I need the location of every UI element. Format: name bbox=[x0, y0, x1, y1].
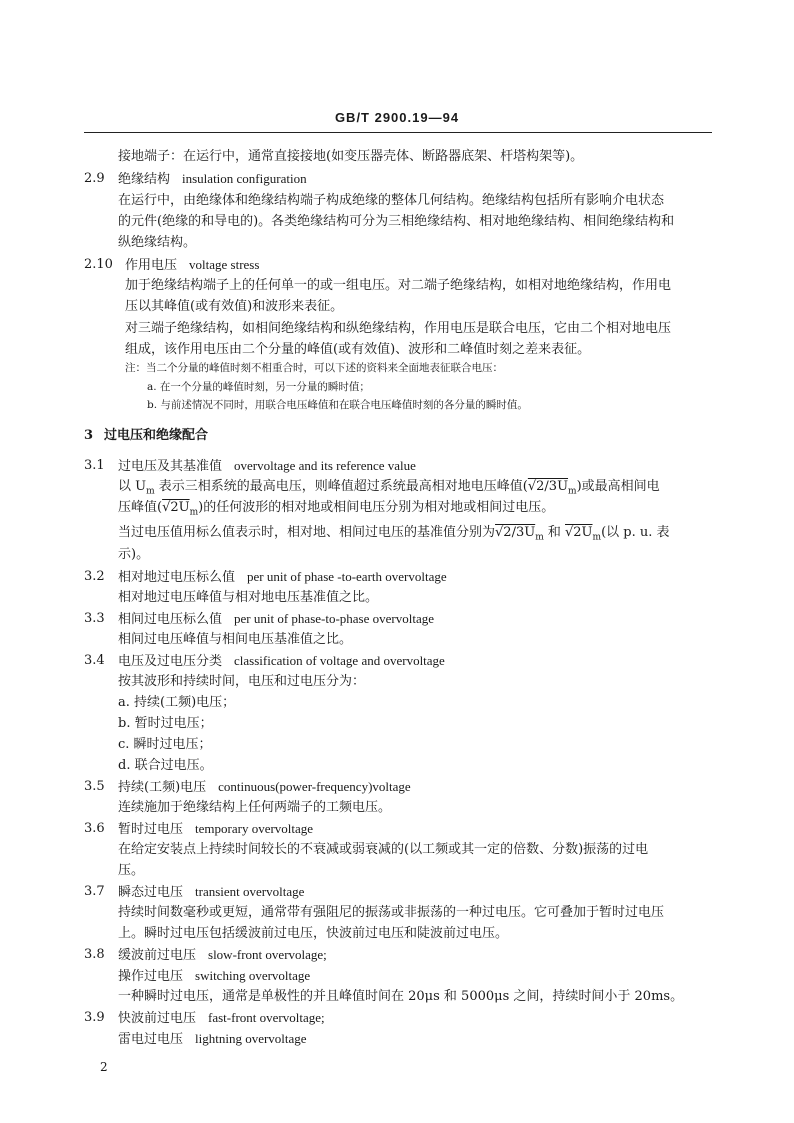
term-heading: 操作过电压 switching overvoltage bbox=[118, 968, 311, 984]
list-item: c. 瞬时过电压； bbox=[118, 737, 212, 752]
term-heading: 持续(工频)电压 continuous(power-frequency)voltage bbox=[118, 779, 411, 795]
list-item: d. 联合过电压。 bbox=[118, 758, 213, 773]
text-line-formula: 当过电压值用标么值表示时，相对地、相间过电压的基准值分别为$√2/3U_m$ 和 $√2U_m$(以 p. u. 表 bbox=[118, 525, 670, 543]
text-line: 持续时间数毫秒或更短，通常带有强阻尼的振荡或非振荡的一种过电压。它可叠加于暂时过电压 bbox=[118, 905, 665, 920]
header-rule bbox=[84, 132, 712, 133]
chapter-title: 过电压和绝缘配合 bbox=[104, 428, 209, 443]
text-line: 加于绝缘结构端子上的任何单一的或一组电压。对二端子绝缘结构，如相对地绝缘结构，作用电 bbox=[125, 278, 672, 293]
text-line: 一种瞬时过电压，通常是单极性的并且峰值时间在 20μs 和 5000μs 之间，持续时间小于 20ms。 bbox=[118, 989, 684, 1004]
term-heading: 暂时过电压 temporary overvoltage bbox=[118, 821, 314, 837]
text-line: 示)。 bbox=[118, 547, 150, 562]
section-number: 3.8 bbox=[84, 947, 105, 962]
section-number: 3.2 bbox=[84, 569, 105, 584]
note-line: b. 与前述情况不同时，用联合电压峰值和在联合电压峰值时刻的各分量的瞬时值。 bbox=[147, 399, 528, 411]
text-line: 上。瞬时过电压包括缓波前过电压，快波前过电压和陡波前过电压。 bbox=[118, 926, 509, 941]
term-heading: 绝缘结构 insulation configuration bbox=[118, 171, 307, 187]
text-line: 压以其峰值(或有效值)和波形来表征。 bbox=[125, 299, 344, 314]
document-header: GB/T 2900.19—94 bbox=[334, 110, 460, 125]
text-line-formula: 以 $U_m$ 表示三相系统的最高电压，则峰值超过系统最高相对地电压峰值$(√2/3U_m)$或最高相间电 bbox=[118, 479, 660, 497]
section-number: 3.9 bbox=[84, 1010, 105, 1025]
note-line: 注：当二个分量的峰值时刻不相重合时，可以下述的资料来全面地表征联合电压： bbox=[125, 362, 503, 374]
list-item: b. 暂时过电压； bbox=[118, 716, 213, 731]
page-number: 2 bbox=[100, 1060, 108, 1074]
section-number: 3.7 bbox=[84, 884, 105, 899]
section-number: 3.3 bbox=[84, 611, 105, 626]
text-line: 对三端子绝缘结构，如相间绝缘结构和纵绝缘结构，作用电压是联合电压，它由二个相对地电压 bbox=[125, 321, 672, 336]
section-number: 2.9 bbox=[84, 171, 105, 186]
term-heading: 相对地过电压标么值 per unit of phase -to-earth overvoltage bbox=[118, 569, 447, 585]
text-line: 在给定安装点上持续时间较长的不衰减或弱衰减的(以工频或其一定的倍数、分数)振荡的过电 bbox=[118, 842, 649, 857]
text-line: 纵绝缘结构。 bbox=[118, 235, 197, 250]
term-heading: 缓波前过电压 slow-front overvolage; bbox=[118, 947, 327, 963]
section-number: 3.1 bbox=[84, 458, 105, 473]
term-heading: 瞬态过电压 transient overvoltage bbox=[118, 884, 305, 900]
text-line: 的元件(绝缘的和导电的)。各类绝缘结构可分为三相绝缘结构、相对地绝缘结构、相间绝缘结构和 bbox=[118, 214, 675, 229]
section-number: 3.6 bbox=[84, 821, 105, 836]
term-heading: 电压及过电压分类 classification of voltage and overvoltage bbox=[118, 653, 445, 669]
text-line: 按其波形和持续时间，电压和过电压分为： bbox=[118, 674, 366, 689]
text-line: 压。 bbox=[118, 863, 145, 878]
text-line: 组成，该作用电压由二个分量的峰值(或有效值)、波形和二峰值时刻之差来表征。 bbox=[125, 342, 591, 357]
text-line: 接地端子：在运行中，通常直接接地(如变压器壳体、断路器底架、杆塔构架等)。 bbox=[118, 149, 584, 164]
term-heading: 过电压及其基准值 overvoltage and its reference value bbox=[118, 458, 416, 474]
list-item: a. 持续(工频)电压； bbox=[118, 695, 236, 710]
section-number: 2.10 bbox=[84, 257, 113, 272]
text-line: 相间过电压峰值与相间电压基准值之比。 bbox=[118, 632, 353, 647]
chapter-number: 3 bbox=[84, 428, 94, 443]
term-heading: 快波前过电压 fast-front overvoltage; bbox=[118, 1010, 325, 1026]
text-line-formula: 压峰值$(√2U_m)$的任何波形的相对地或相间电压分别为相对地或相间过电压。 bbox=[118, 500, 555, 518]
text-line: 相对地过电压峰值与相对地电压基准值之比。 bbox=[118, 590, 379, 605]
text-line: 在运行中，由绝缘体和绝缘结构端子构成绝缘的整体几何结构。绝缘结构包括所有影响介电状态 bbox=[118, 193, 665, 208]
text-line: 连续施加于绝缘结构上任何两端子的工频电压。 bbox=[118, 800, 392, 815]
term-heading: 雷电过电压 lightning overvoltage bbox=[118, 1031, 307, 1047]
section-number: 3.5 bbox=[84, 779, 105, 794]
section-number: 3.4 bbox=[84, 653, 105, 668]
term-heading: 相间过电压标么值 per unit of phase-to-phase overvoltage bbox=[118, 611, 434, 627]
note-line: a. 在一个分量的峰值时刻，另一分量的瞬时值； bbox=[147, 381, 370, 393]
term-heading: 作用电压 voltage stress bbox=[125, 257, 260, 273]
